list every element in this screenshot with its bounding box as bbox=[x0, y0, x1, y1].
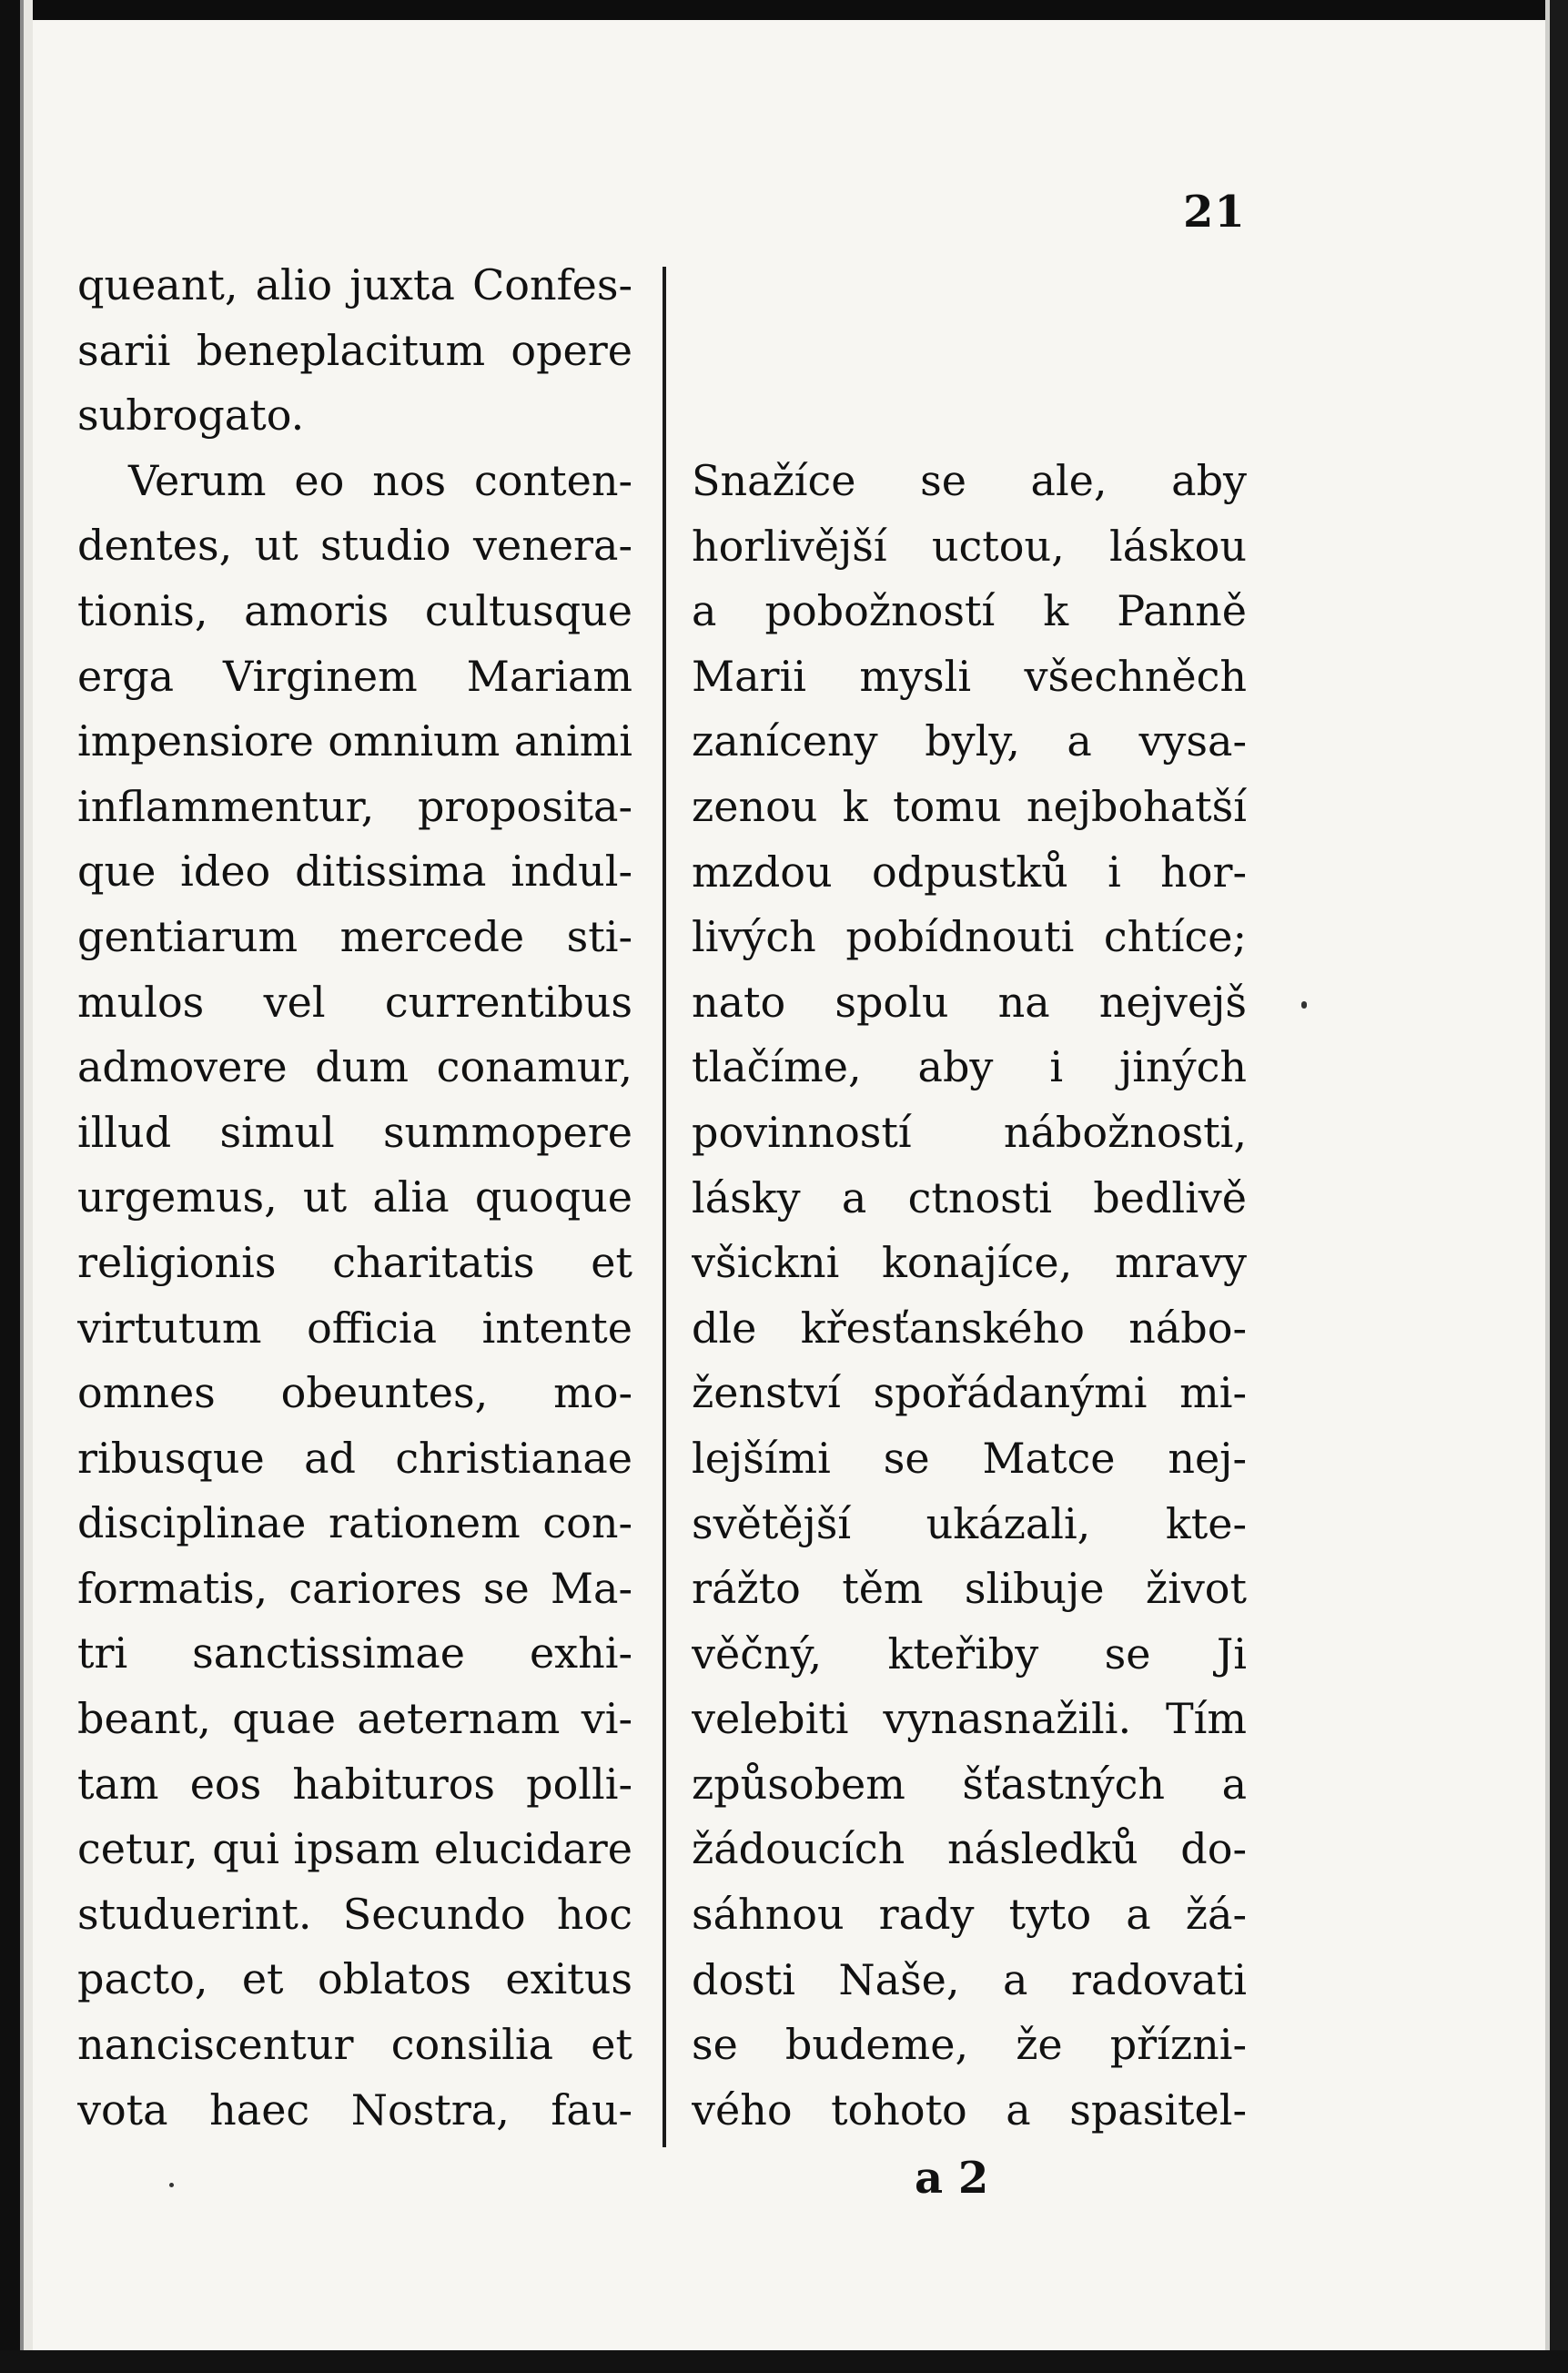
czech-line: lásky a ctnosti bedlivě bbox=[692, 1172, 1247, 1222]
latin-line: religionis charitatis et bbox=[77, 1237, 632, 1287]
latin-line: cetur, qui ipsam elucidare bbox=[77, 1824, 632, 1874]
signature-mark: a 2 bbox=[915, 2153, 989, 2204]
page-number: 21 bbox=[1183, 187, 1246, 238]
latin-line: dentes, ut studio venera- bbox=[77, 521, 632, 571]
czech-line: dle křesťanského nábo- bbox=[692, 1303, 1247, 1353]
latin-line: impensiore omnium animi bbox=[77, 716, 632, 766]
latin-line: admovere dum conamur, bbox=[77, 1042, 632, 1092]
czech-line: povinností nábožnosti, bbox=[692, 1107, 1247, 1157]
czech-line: se budeme, že přízni- bbox=[692, 2020, 1247, 2070]
czech-line: vého tohoto a spasitel- bbox=[692, 2084, 1247, 2135]
latin-line: inflammentur, proposita- bbox=[77, 781, 632, 831]
czech-line: velebiti vynasnažili. Tím bbox=[692, 1694, 1247, 1744]
latin-line: erga Virginem Mariam bbox=[77, 651, 632, 701]
czech-line: lejšími se Matce nej- bbox=[692, 1433, 1247, 1483]
latin-line: vota haec Nostra, fau- bbox=[77, 2084, 632, 2135]
czech-line: rážto těm slibuje život bbox=[692, 1564, 1247, 1614]
czech-line: Snažíce se ale, aby bbox=[692, 456, 1247, 505]
latin-line: sarii beneplacitum opere bbox=[77, 325, 632, 375]
czech-line: mzdou odpustků i hor- bbox=[692, 847, 1247, 897]
latin-line: virtutum officia intente bbox=[77, 1303, 632, 1353]
czech-line: nato spolu na nejvejš bbox=[692, 977, 1247, 1027]
latin-line: pacto, et oblatos exitus bbox=[77, 1954, 632, 2004]
latin-line: disciplinae rationem con- bbox=[77, 1498, 632, 1548]
latin-line: tam eos habituros polli- bbox=[77, 1759, 632, 1809]
latin-line: queant, alio juxta Confes- bbox=[77, 260, 632, 309]
latin-line: formatis, cariores se Ma- bbox=[77, 1563, 632, 1613]
czech-line: Marii mysli všechněch bbox=[692, 651, 1247, 701]
latin-line: subrogato. bbox=[77, 390, 305, 441]
ink-speck bbox=[169, 2183, 174, 2187]
czech-line: tlačíme, aby i jiných bbox=[692, 1042, 1247, 1092]
czech-line: horlivější uctou, láskou bbox=[692, 521, 1247, 571]
scan-top-border bbox=[0, 0, 1568, 20]
czech-line: zaníceny byly, a vysa- bbox=[692, 716, 1247, 766]
czech-line: a pobožností k Panně bbox=[692, 586, 1247, 636]
latin-line: tri sanctissimae exhi- bbox=[77, 1628, 632, 1678]
latin-line: studuerint. Secundo hoc bbox=[77, 1889, 632, 1939]
scan-left-border bbox=[0, 0, 33, 2373]
latin-line: omnes obeuntes, mo- bbox=[77, 1368, 632, 1418]
latin-line: illud simul summopere bbox=[77, 1107, 632, 1157]
czech-line: dosti Naše, a radovati bbox=[692, 1954, 1247, 2004]
latin-line: gentiarum mercede sti- bbox=[77, 911, 632, 961]
czech-line: žádoucích následků do- bbox=[692, 1824, 1247, 1874]
column-divider bbox=[663, 267, 666, 2147]
scan-bottom-border bbox=[0, 2350, 1568, 2373]
latin-line: nanciscentur consilia et bbox=[77, 2020, 632, 2070]
czech-line: věčný, kteřiby se Ji bbox=[692, 1628, 1247, 1678]
czech-line: zenou k tomu nejbohatší bbox=[692, 781, 1247, 831]
czech-line: způsobem šťastných a bbox=[692, 1759, 1247, 1809]
czech-line: livých pobídnouti chtíce; bbox=[692, 912, 1247, 962]
czech-line: sáhnou rady tyto a žá- bbox=[692, 1890, 1247, 1940]
czech-line: ženství spořádanými mi- bbox=[692, 1368, 1247, 1418]
latin-line: tionis, amoris cultusque bbox=[77, 585, 632, 635]
latin-column bbox=[77, 253, 632, 2143]
latin-line: que ideo ditissima indul- bbox=[77, 847, 632, 897]
scan-right-border bbox=[1545, 0, 1568, 2373]
czech-line: všickni konajíce, mravy bbox=[692, 1238, 1247, 1288]
czech-line: světější ukázali, kte- bbox=[692, 1498, 1247, 1548]
latin-line: beant, quae aeternam vi- bbox=[77, 1694, 632, 1744]
latin-line: Verum eo nos conten- bbox=[128, 455, 632, 505]
ink-speck bbox=[1301, 1001, 1307, 1009]
latin-line: mulos vel currentibus bbox=[77, 977, 632, 1027]
latin-line: urgemus, ut alia quoque bbox=[77, 1172, 632, 1222]
czech-column bbox=[692, 449, 1247, 2143]
latin-line: ribusque ad christianae bbox=[77, 1433, 632, 1483]
